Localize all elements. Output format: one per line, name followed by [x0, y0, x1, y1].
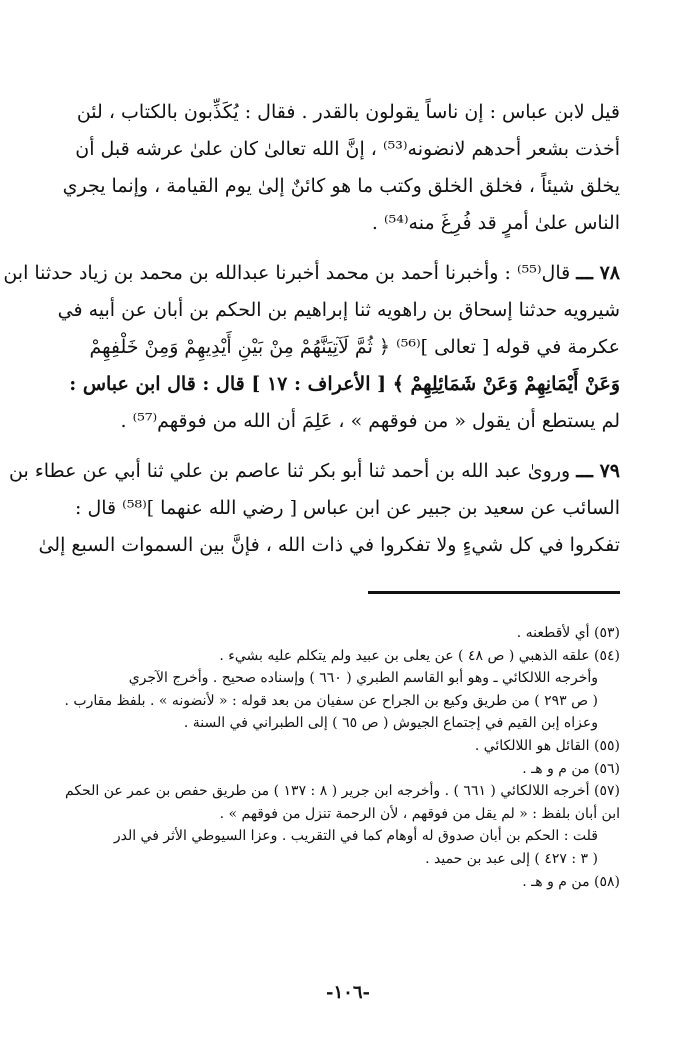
- text-line: تفكروا في كل شيءٍ ولا تفكروا في ذات الله ، فإنَّ بين السموات السبع إلىٰ: [38, 534, 620, 556]
- footnote-line: (٥٧) أخرجه اللالكائي ( ٦٦١ ) . وأخرجه ابن جرير ( ٨ : ١٣٧ ) من طريق حفص بن عمر عن الحكم: [65, 783, 620, 800]
- text-line: قيل لابن عباس : إن ناساً يقولون بالقدر . فقال : يُكَذِّبون بالكتاب ، لئن: [76, 101, 620, 123]
- footnote-line: (٥٦) من م و هـ .: [522, 760, 620, 777]
- text-line: [3, 255, 620, 292]
- paragraph-78: [3, 255, 620, 440]
- footnote-line: (٥٥) القائل هو اللالكائي .: [474, 737, 620, 754]
- footnote-line: وأخرجه اللالكائي ـ وهو أبو القاسم الطبري ( ٦٦٠ ) وإسناده صحيح . وأخرج الآجري: [128, 670, 598, 687]
- footnote-line: (٥٤) علقه الذهبي ( ص ٤٨ ) عن يعلى بن عبيد ولم يتكلم عليه بشيء .: [219, 647, 620, 664]
- page-number: -١٠٦-: [326, 982, 370, 1003]
- footnote-line: ( ص ٢٩٣ ) من طريق وكيع بن الجراح عن سفيان من بعد قوله : « لأنضونه » . بلفظ مقارب .: [64, 692, 598, 709]
- paragraph-number: ٧٩ ـــ: [576, 460, 620, 482]
- footnote-separator: [368, 591, 620, 594]
- footnote-line: ابن أبان بلفظ : « لم يقل من فوقهم ، لأن الرحمة تنزل من فوقهم » .: [219, 805, 620, 822]
- text-line-content: قال⁽⁵⁵⁾ : وأخبرنا أحمد بن محمد أخبرنا عبدالله بن محمد بن زياد حدثنا ابن: [3, 262, 571, 284]
- text-line: السائب عن سعيد بن جبير عن ابن عباس [ رضي الله عنهما ]⁽⁵⁸⁾ قال :: [75, 497, 620, 519]
- paragraph-1: [62, 94, 620, 242]
- footnotes: [64, 622, 620, 893]
- text-line: شيرويه حدثنا إسحاق بن راهويه ثنا إبراهيم بن الحكم بن أبان عن أبيه في: [57, 299, 620, 321]
- footnote-line: وعزاه إبن القيم في إجتماع الجيوش ( ص ٦٥ ) إلى الطبراني في السنة .: [183, 715, 598, 732]
- footnote-line: (٥٨) من م و هـ .: [522, 873, 620, 890]
- quran-verse-line: وَعَنْ أَيْمَانِهِمْ وَعَنْ شَمَائِلِهِمْ ﴾ [ الأعراف : ١٧ ] قال : قال ابن عباس :: [69, 373, 620, 395]
- paragraph-number: ٧٨ ـــ: [576, 262, 620, 284]
- text-line: الناس علىٰ أمرٍ قد فُرِغَ منه⁽⁵⁴⁾ .: [371, 212, 620, 234]
- paragraph-79: [9, 453, 620, 564]
- text-line: عكرمة في قوله [ تعالى ]⁽⁵⁶⁾ ﴿ ثُمَّ لَآتِيَنَّهُمْ مِنْ بَيْنِ أَيْدِيهِمْ وَمِنْ خَلْفِهِمْ: [89, 336, 620, 358]
- text-line-content: وروىٰ عبد الله بن أحمد ثنا أبو بكر ثنا عاصم بن علي ثنا أبي عن عطاء بن: [9, 460, 571, 482]
- footnote-line: قلت : الحكم بن أبان صدوق له أوهام كما في التقريب . وعزا السيوطي الأثر في الدر: [113, 828, 598, 845]
- text-line: يخلق شيئاً ، فخلق الخلق وكتب ما هو كائنٌ إلىٰ يوم القيامة ، وإنما يجري: [62, 175, 620, 197]
- footnote-line: (٥٣) أي لأقطعنه .: [516, 625, 620, 641]
- footnote-line: ( ٣ : ٤٢٧ ) إلى عبد بن حميد .: [425, 850, 598, 867]
- text-line: أخذت بشعر أحدهم لانضونه⁽⁵³⁾ ، إنَّ الله تعالىٰ كان علىٰ عرشه قبل أن: [75, 138, 620, 160]
- text-line: [9, 453, 620, 490]
- text-line: لم يستطع أن يقول « من فوقهم » ، عَلِمَ أن الله من فوقهم⁽⁵⁷⁾ .: [120, 410, 620, 432]
